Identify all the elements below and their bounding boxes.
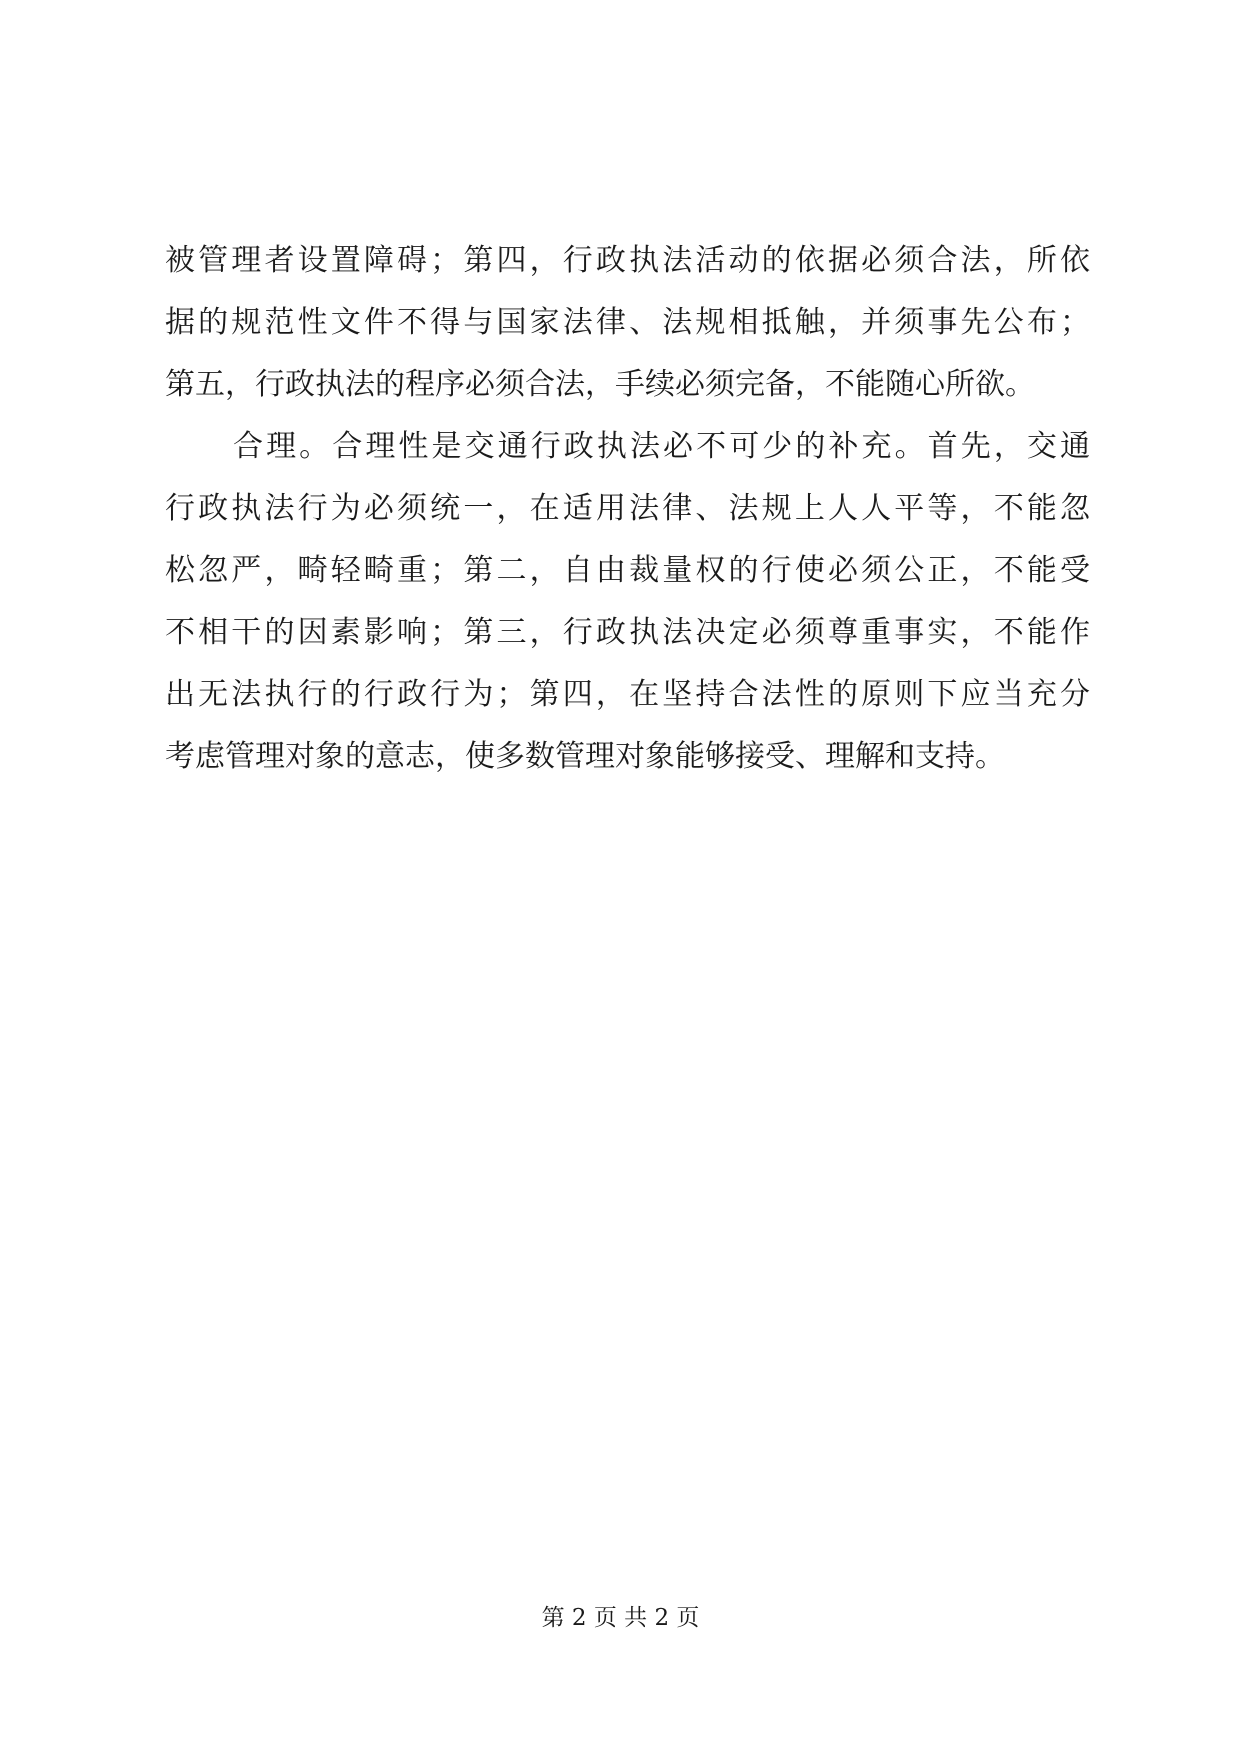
text-line: 合理。合理性是交通行政执法必不可少的补充。首先，交通: [233, 429, 1090, 464]
paragraph-1: [165, 230, 1090, 416]
text-line: 第五，行政执法的程序必须合法，手续必须完备，不能随心所欲。: [165, 367, 1035, 402]
text-line: 考虑管理对象的意志，使多数管理对象能够接受、理解和支持。: [165, 739, 1005, 774]
text-line: 出无法执行的行政行为；第四，在坚持合法性的原则下应当充分: [165, 677, 1090, 712]
text-line: 松忽严，畸轻畸重；第二，自由裁量权的行使必须公正，不能受: [165, 553, 1090, 588]
text-line: 不相干的因素影响；第三，行政执法决定必须尊重事实，不能作: [165, 615, 1090, 650]
text-line: 行政执法行为必须统一，在适用法律、法规上人人平等，不能忽: [165, 491, 1090, 526]
body-text: [165, 230, 1090, 788]
text-line: 被管理者设置障碍；第四，行政执法活动的依据必须合法，所依: [165, 243, 1090, 278]
text-line: 据的规范性文件不得与国家法律、法规相抵触，并须事先公布；: [165, 305, 1090, 340]
page-footer: [0, 1603, 1241, 1633]
paragraph-2: [165, 416, 1090, 788]
page-number: 第 2 页 共 2 页: [541, 1605, 700, 1631]
